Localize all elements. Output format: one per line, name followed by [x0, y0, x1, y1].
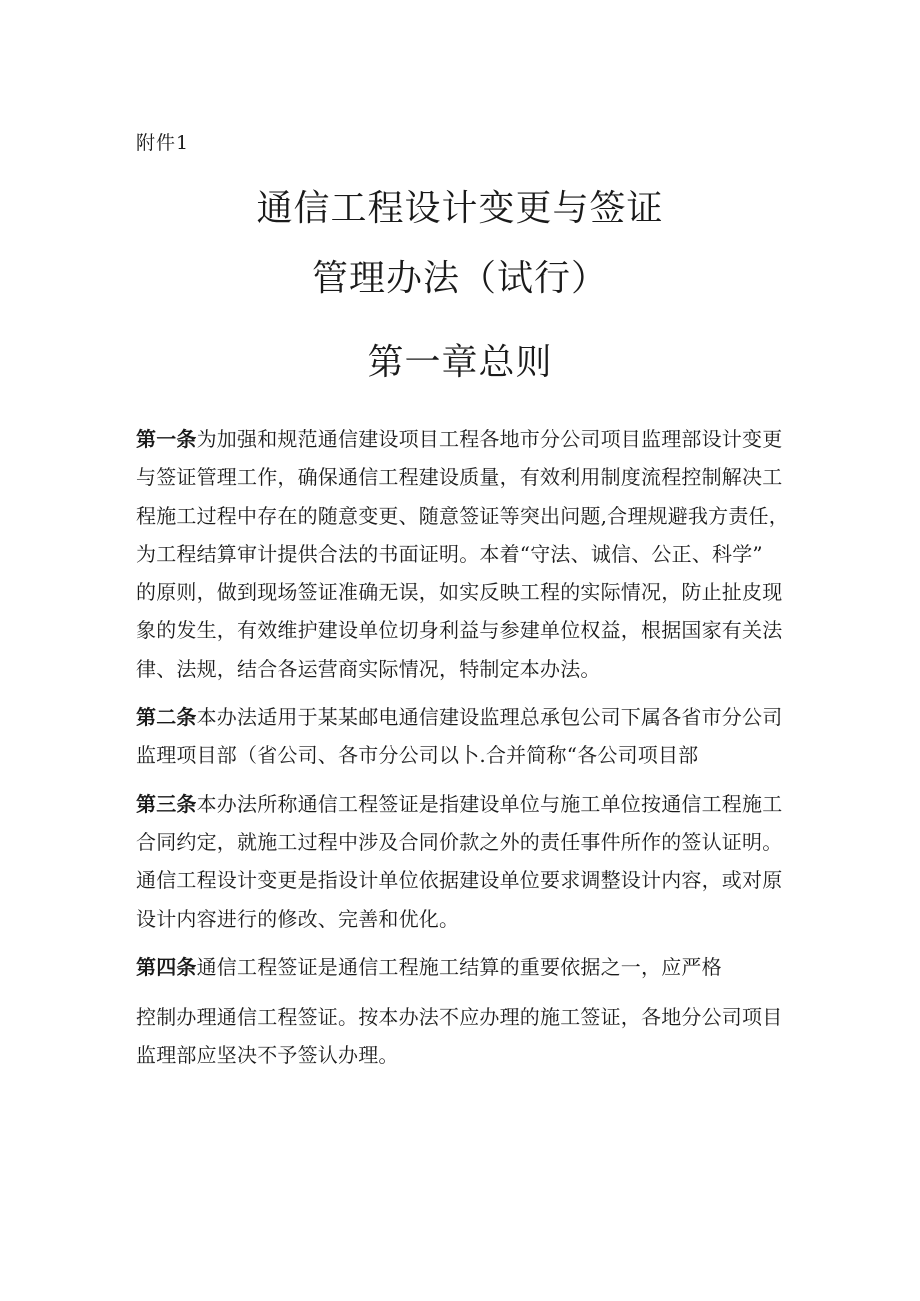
article-3-line-2: 合同约定，就施工过程中涉及合同价款之外的责任事件所作的签认证明。 [136, 829, 783, 854]
chapter-title: 第一章总则 [367, 342, 553, 383]
article-1-line-1 [136, 420, 796, 458]
attachment-label: 附件1 [136, 132, 190, 154]
document-body [136, 420, 796, 1075]
article-1-label: 第一条 [136, 427, 197, 451]
article-3-label: 第三条 [136, 791, 197, 816]
article-3-line-3: 通信工程设计变更是指设计单位依据建设单位要求调整设计内容，或对原 [136, 868, 783, 893]
article-4-label: 第四条 [136, 954, 197, 979]
article-3-text: 本办法所称通信工程签证是指建设单位与施工单位按通信工程施工 [196, 791, 783, 816]
article-3 [136, 785, 796, 938]
article-4-line-2: 控制办理通信工程签证。按本办法不应办理的施工签证，各地分公司项目 [136, 1005, 783, 1030]
article-1-line-2: 与签证管理工作，确保通信工程建设质量，有效利用制度流程控制解决工 [136, 465, 783, 490]
article-2-line-1 [136, 698, 796, 736]
document-title-line2: 管理办法（试行） [311, 258, 608, 299]
article-4-line-3: 监理部应坚决不予签认办理。 [136, 1043, 399, 1068]
article-1-line-5: 的原则，做到现场签证准确无误，如实反映工程的实际情况，防止扯皮现 [136, 580, 783, 605]
article-4-text: 通信工程签证是通信工程施工结算的重要依据之一，应严格 [196, 954, 722, 979]
article-2-line-2: 监理项目部（省公司、各市分公司以卜.合并简称“各公司项目部 [136, 743, 699, 768]
article-1-line-4: 为工程结算审计提供合法的书面证明。本着“守法、诚信、公正、科学” [136, 541, 763, 566]
article-2 [136, 698, 796, 775]
article-1-line-6: 象的发生，有效维护建设单位切身利益与参建单位权益，根据国家有关法 [136, 618, 783, 643]
article-2-label: 第二条 [136, 705, 197, 730]
article-1 [136, 420, 796, 688]
article-1-line-7: 律、法规，结合各运营商实际情况，特制定本办法。 [136, 656, 601, 681]
article-3-line-4: 设计内容进行的修改、完善和优化。 [136, 906, 460, 931]
article-3-line-1 [136, 785, 796, 823]
article-2-text: 本办法适用于某某邮电通信建设监理总承包公司下属各省市分公司 [196, 705, 783, 730]
article-1-line-3: 程施工过程中存在的随意变更、随意签证等突出问题,合理规避我方责任， [136, 503, 789, 528]
document-title-line1: 通信工程设计变更与签证 [256, 188, 664, 229]
article-4 [136, 948, 796, 1075]
article-1-text: 为加强和规范通信建设项目工程各地市分公司项目监理部设计变更 [196, 427, 783, 451]
article-4-line-1 [136, 948, 796, 986]
